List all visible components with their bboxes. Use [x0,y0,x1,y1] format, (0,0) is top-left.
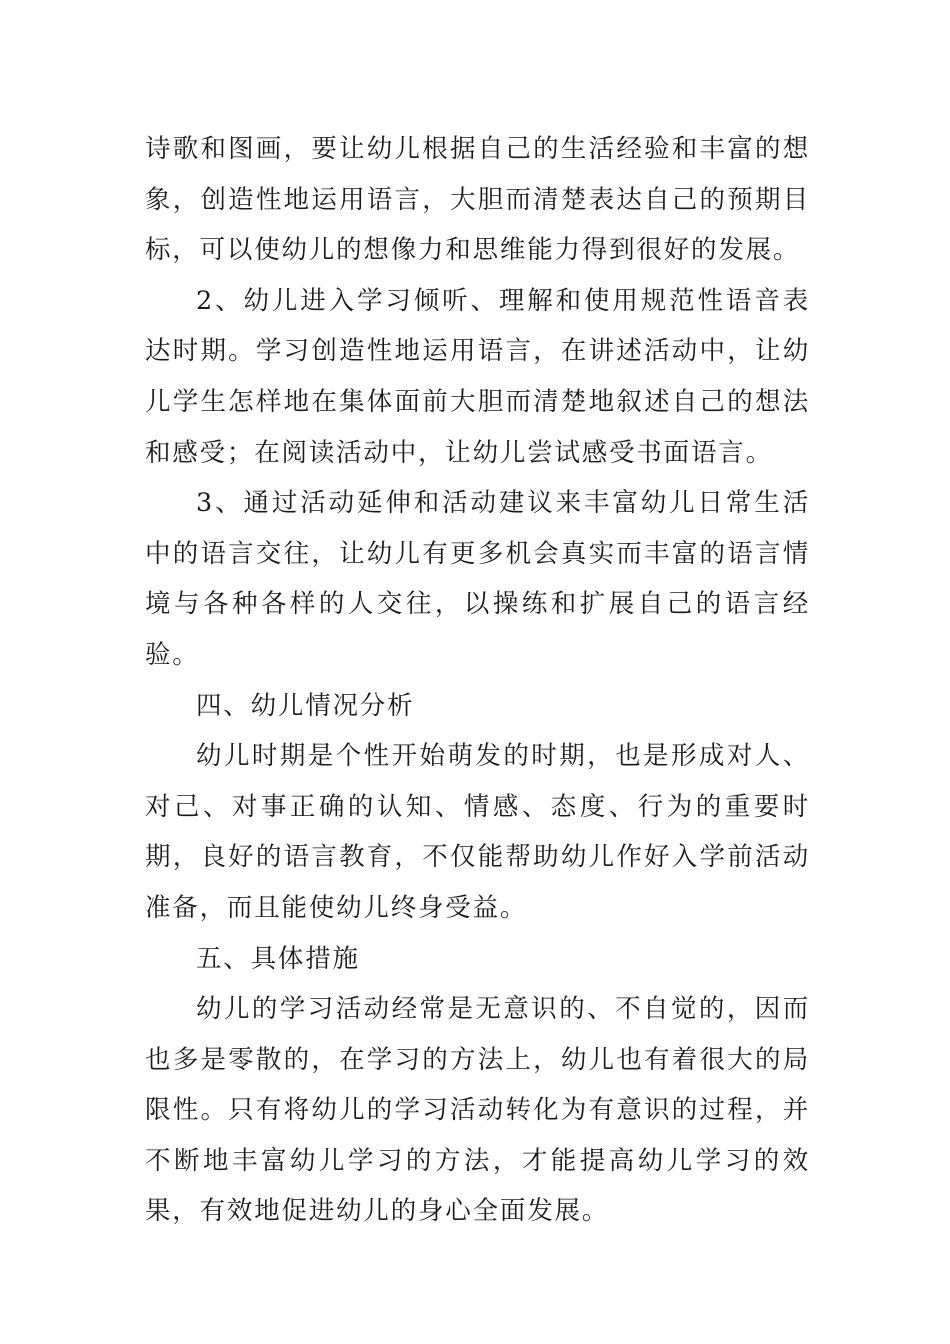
paragraph-continuation: 诗歌和图画，要让幼儿根据自己的生活经验和丰富的想象，创造性地运用语言，大胆而清楚表达自己的预期目标，可以使幼儿的想像力和思维能力得到很好的发展。 [145,134,810,266]
paragraph-child-analysis: 幼儿时期是个性开始萌发的时期，也是形成对人、对己、对事正确的认知、情感、态度、行为的重要时期，良好的语言教育，不仅能帮助幼儿作好入学前活动准备，而且能使幼儿终身受益。 [145,741,810,923]
paragraph-item-2: 2、幼儿进入学习倾听、理解和使用规范性语音表达时期。学习创造性地运用语言，在讲述活动中，让幼儿学生怎样地在集体面前大胆而清楚地叙述自己的想法和感受；在阅读活动中，让幼儿尝试感受书面语言。 [145,285,810,468]
section-heading-5: 五、具体措施 [196,943,360,974]
section-heading-4: 四、幼儿情况分析 [196,690,415,721]
paragraph-measures: 幼儿的学习活动经常是无意识的、不自觉的，因而也多是零散的，在学习的方法上，幼儿也有着很大的局限性。只有将幼儿的学习活动转化为有意识的过程，并不断地丰富幼儿学习的方法，才能提高幼儿学习的效果，有效地促进幼儿的身心全面发展。 [145,994,810,1227]
paragraph-item-3: 3、通过活动延伸和活动建议来丰富幼儿日常生活中的语言交往，让幼儿有更多机会真实而丰富的语言情境与各种各样的人交往，以操练和扩展自己的语言经验。 [145,488,810,670]
document-page [145,124,810,1237]
